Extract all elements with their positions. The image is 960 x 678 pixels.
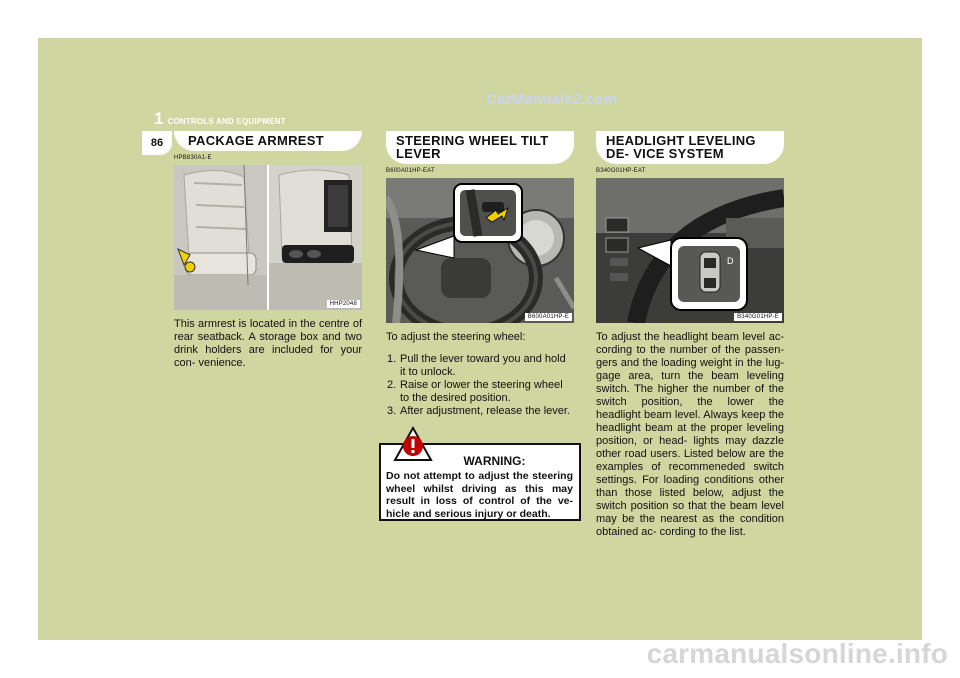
headlight-photo: [596, 178, 784, 323]
chapter-number: 1: [154, 109, 164, 128]
steering-illustration: [386, 178, 574, 323]
section-heading: HEADLIGHT LEVELING DE- VICE SYSTEM: [596, 131, 784, 164]
photo-caption: HHP2048: [327, 300, 360, 308]
watermark-bottom[interactable]: carmanualsonline.info: [646, 638, 948, 669]
section-code: B600A01HP-EAT: [386, 168, 435, 174]
section-code: B340G01HP-EAT: [596, 168, 646, 174]
chapter-title: CONTROLS AND EQUIPMENT: [167, 117, 286, 126]
watermark-top[interactable]: CarManuals2.com: [486, 91, 618, 108]
section-steering-tilt: [386, 131, 574, 418]
list-item: 2. Raise or lower the steering wheel to the desired position.: [387, 379, 563, 404]
section-heading: STEERING WHEEL TILT LEVER: [386, 131, 574, 164]
armrest-photo: [174, 165, 362, 310]
warning-title: WARNING:: [463, 454, 526, 468]
section-heading: PACKAGE ARMREST: [174, 131, 362, 151]
page-number: 86: [142, 131, 172, 155]
section-package-armrest: [174, 131, 362, 370]
chapter-header: [154, 109, 286, 129]
section-code: HPB830A1-E: [174, 155, 212, 161]
steering-photo: [386, 178, 574, 323]
svg-text:D: D: [727, 256, 734, 266]
photo-caption: B340G01HP-E: [734, 313, 782, 321]
steps-list: [386, 353, 574, 418]
armrest-illustration: [174, 165, 362, 310]
warning-body: Do not attempt to adjust the steering wheel whilst driving as this may result in loss of control of the ve- hicle and serious injury or death.: [386, 470, 573, 520]
list-item: 3. After adjustment, release the lever.: [387, 405, 570, 417]
section-intro: To adjust the steering wheel:: [386, 331, 526, 343]
section-body: To adjust the headlight beam level ac- cording to the number of the passen- gers and the loading weight in the lug- gage area, turn the beam leveling switch. The higher the number of the switch position, the lower the headlight beam level. Always keep the headlight beam at the proper leveling position, or head- lights may dazzle other road users. Listed below are the examples of recommeneded switch settings. For loading conditions other than those listed below, adjust the switch position so that the beam level may be the nearest as the condition obtained ac- cording to the list.: [596, 331, 784, 538]
section-body: This armrest is located in the centre of rear seatback. A storage box and two drink holders are included for your con- venience.: [174, 318, 362, 369]
list-item: 1. Pull the lever toward you and hold it to unlock.: [387, 353, 566, 378]
section-headlight-leveling: [596, 131, 784, 539]
warning-icon: [393, 426, 433, 467]
headlight-illustration: [596, 178, 784, 323]
photo-caption: B600A01HP-E: [525, 313, 572, 321]
